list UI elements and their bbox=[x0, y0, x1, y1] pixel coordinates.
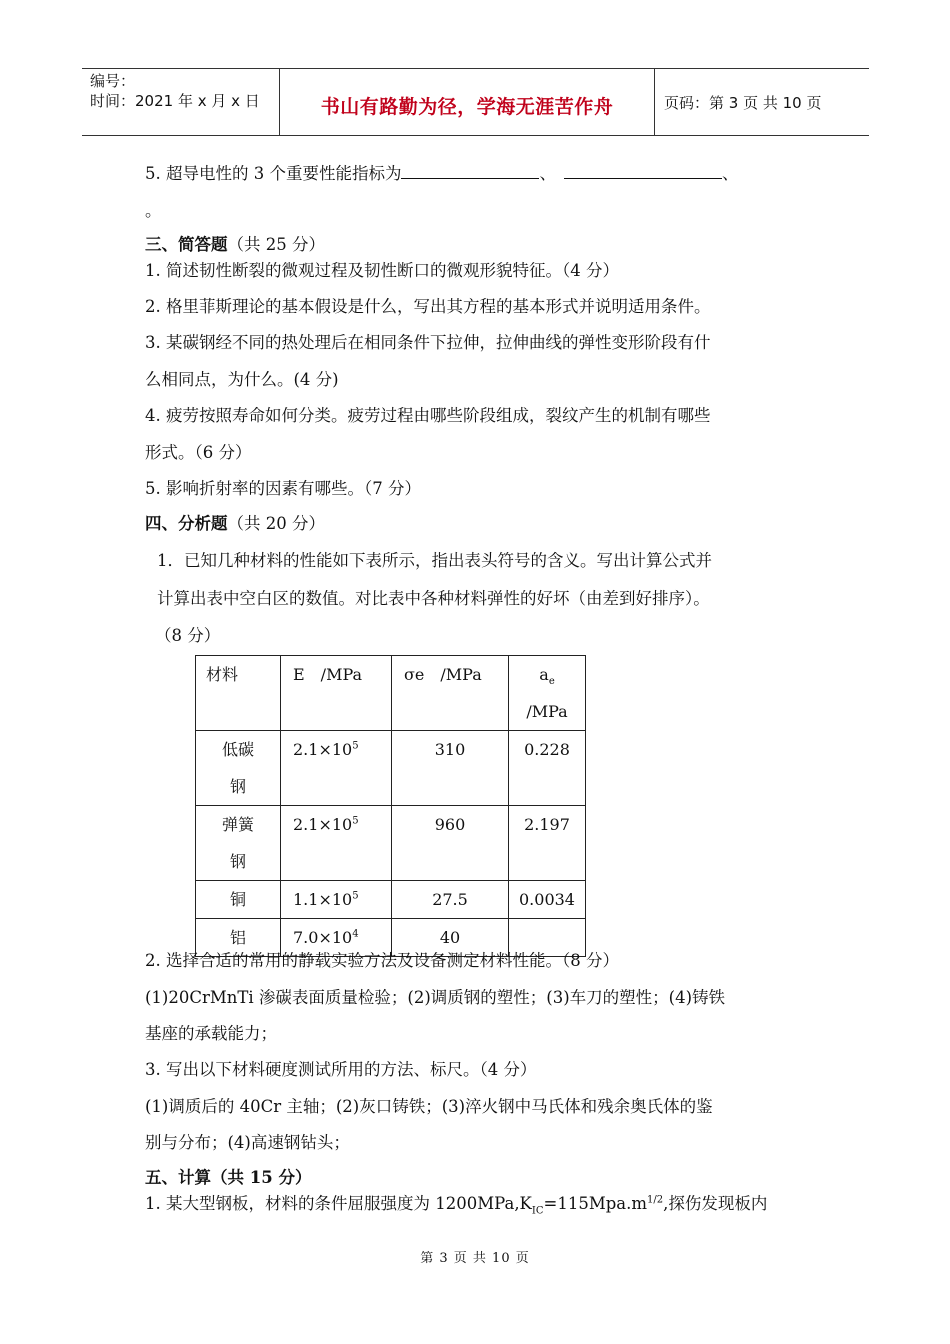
section-3-line: 么相同点，为什么。(4 分) bbox=[145, 370, 339, 389]
sigma-cell: 27.5 bbox=[392, 881, 509, 919]
header-cell-material: 材料 bbox=[196, 656, 281, 731]
question-text: 1. 某大型钢板，材料的条件屈服强度为 1200MPa,K bbox=[145, 1194, 532, 1213]
table-row bbox=[196, 731, 586, 806]
table-row bbox=[196, 806, 586, 881]
material-properties-table bbox=[195, 655, 586, 957]
material-name-cont: 钢 bbox=[229, 777, 246, 796]
section-title: 四、分析题 bbox=[145, 514, 228, 533]
material-cell: 铝 bbox=[196, 919, 281, 957]
ae-cell: 0.228 bbox=[509, 731, 586, 806]
section-3-line: 1. 简述韧性断裂的微观过程及韧性断口的微观形貌特征。（4 分） bbox=[145, 261, 619, 280]
section-4-q1-line: （8 分） bbox=[155, 626, 221, 645]
question-text: 5. 超导电性的 3 个重要性能指标为 bbox=[145, 164, 402, 183]
question-continuation: 。 bbox=[145, 201, 162, 220]
table-header-row bbox=[196, 656, 586, 731]
section-3-line: 3. 某碳钢经不同的热处理后在相同条件下拉伸，拉伸曲线的弹性变形阶段有什 bbox=[145, 333, 711, 352]
kic-subscript: IC bbox=[531, 1205, 544, 1217]
section-points: （共 25 分） bbox=[227, 235, 325, 254]
section-4-q2-line: 基座的承载能力； bbox=[145, 1024, 277, 1043]
section-5-heading: 五、计算（共 15 分） bbox=[145, 1168, 312, 1187]
material-name-cont: 钢 bbox=[229, 852, 246, 871]
page-footer: 第 3 页 共 10 页 bbox=[420, 1251, 530, 1266]
modulus-value: 1.1×10 bbox=[293, 890, 353, 909]
separator: 、 bbox=[539, 164, 556, 183]
sigma-cell: 40 bbox=[392, 919, 509, 957]
header-ae-subscript: e bbox=[548, 676, 555, 688]
section-3-line: 5. 影响折射率的因素有哪些。（7 分） bbox=[145, 479, 421, 498]
material-name: 低碳 bbox=[221, 740, 254, 759]
doc-date-label: 时间：2021 年 x 月 x 日 bbox=[90, 92, 260, 110]
section-4-q1-line: 计算出表中空白区的数值。对比表中各种材料弹性的好坏（由差到好排序）。 bbox=[157, 589, 710, 608]
header-cell-sigma: σe /MPa bbox=[392, 656, 509, 731]
ae-cell: 0.0034 bbox=[509, 881, 586, 919]
material-name: 弹簧 bbox=[221, 815, 254, 834]
doc-number-label: 编号： bbox=[90, 72, 136, 90]
header-meta bbox=[82, 69, 280, 135]
modulus-exponent: 5 bbox=[352, 890, 359, 902]
section-3-line: 2. 格里菲斯理论的基本假设是什么，写出其方程的基本形式并说明适用条件。 bbox=[145, 297, 711, 316]
section-4-q2-line: (1)20CrMnTi 渗碳表面质量检验；(2)调质钢的塑性；(3)车刀的塑性；(4)铸铁 bbox=[145, 988, 726, 1007]
answer-blank-2 bbox=[564, 162, 722, 179]
modulus-cell bbox=[281, 806, 392, 881]
header-motto: 书山有路勤为径，学海无涯苦作舟 bbox=[320, 95, 614, 118]
section-4-q2-line: 2. 选择合适的常用的静载实验方法及设备测定材料性能。（8 分） bbox=[145, 951, 619, 970]
modulus-cell bbox=[281, 881, 392, 919]
section-4-heading bbox=[145, 513, 325, 535]
section-5-q1-line bbox=[145, 1193, 767, 1215]
modulus-cell bbox=[281, 731, 392, 806]
section-4-q1-line: 1．已知几种材料的性能如下表所示，指出表头符号的含义。写出计算公式并 bbox=[157, 551, 712, 570]
modulus-exponent: 5 bbox=[352, 740, 359, 752]
section-4-q3-line: 3. 写出以下材料硬度测试所用的方法、标尺。（4 分） bbox=[145, 1060, 537, 1079]
section-points: （共 20 分） bbox=[227, 514, 325, 533]
section-3-heading bbox=[145, 234, 325, 256]
header-cell-modulus: E /MPa bbox=[281, 656, 392, 731]
section-4-q3-line: (1)调质后的 40Cr 主轴；(2)灰口铸铁；(3)淬火钢中马氏体和残余奥氏体的鉴 bbox=[145, 1097, 713, 1116]
header-ae-unit: /MPa bbox=[526, 702, 568, 721]
sigma-cell: 960 bbox=[392, 806, 509, 881]
unit-exponent: 1/2 bbox=[647, 1194, 664, 1206]
modulus-value: 2.1×10 bbox=[293, 815, 353, 834]
question-superconductivity bbox=[145, 162, 738, 185]
table-row bbox=[196, 881, 586, 919]
header-motto-cell bbox=[280, 69, 655, 135]
ae-cell: 2.197 bbox=[509, 806, 586, 881]
section-3-line: 形式。（6 分） bbox=[145, 443, 252, 462]
modulus-value: 2.1×10 bbox=[293, 740, 353, 759]
material-cell: 铜 bbox=[196, 881, 281, 919]
header-cell-ae bbox=[509, 656, 586, 731]
answer-blank-1 bbox=[401, 162, 539, 179]
section-4-q3-line: 别与分布；(4)高速钢钻头； bbox=[145, 1133, 350, 1152]
sigma-cell: 310 bbox=[392, 731, 509, 806]
header-ae-symbol: a bbox=[539, 665, 549, 684]
separator: 、 bbox=[721, 164, 739, 183]
question-text: =115Mpa.m bbox=[543, 1194, 648, 1213]
question-text: ,探伤发现板内 bbox=[663, 1194, 768, 1213]
page-header bbox=[82, 68, 869, 136]
section-3-line: 4. 疲劳按照寿命如何分类。疲劳过程由哪些阶段组成，裂纹产生的机制有哪些 bbox=[145, 406, 711, 425]
section-title: 三、简答题 bbox=[145, 235, 228, 254]
material-cell bbox=[196, 806, 281, 881]
header-page-info: 页码：第 3 页 共 10 页 bbox=[664, 93, 822, 112]
modulus-value: 7.0×10 bbox=[293, 928, 353, 947]
modulus-exponent: 5 bbox=[352, 815, 359, 827]
modulus-exponent: 4 bbox=[352, 928, 359, 940]
material-cell bbox=[196, 731, 281, 806]
